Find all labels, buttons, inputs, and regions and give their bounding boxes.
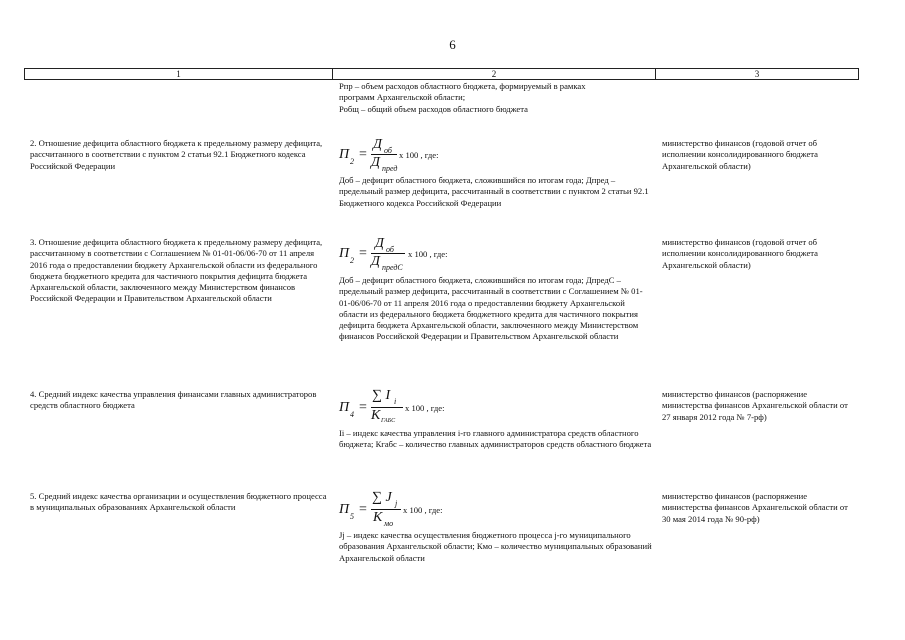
formula-lhs-sub: 4: [350, 410, 354, 419]
page-number: 6: [449, 37, 456, 52]
formula-lhs: П: [339, 147, 350, 162]
formula-numerator-sub: об: [386, 245, 394, 254]
formula-denominator-sub: пред: [382, 164, 398, 173]
explanation-4: Ii – индекс качества управления i-го главного администратора средств областного бюджета; Кгабс – количество главных администраторов средств областного бюджета: [339, 428, 652, 450]
formula-2: П 2 = Д об Д пред x 100 , где:: [339, 137, 439, 173]
formula-lhs-sub: 2: [350, 157, 354, 166]
intro-block: [339, 81, 654, 115]
formula-denominator: Д: [371, 155, 380, 170]
formula-numerator-sub: i: [394, 397, 397, 406]
formula-denominator: К: [373, 510, 383, 525]
formula-denominator-sub: ГАБС: [381, 418, 396, 424]
intro-line: Рпр – объем расходов областного бюджета, формируемый в рамках: [339, 81, 586, 91]
formula-denominator-sub: мо: [384, 519, 394, 528]
column-header-2: 2: [332, 68, 656, 80]
source-5: министерство финансов (распоряжение министерства финансов Архангельской области от 30 мая 2014 года № 90-рф): [662, 491, 848, 524]
formula-5: П 5 = ∑ J j К мо x 100 , где:: [339, 490, 443, 528]
explanation-5: Jj – индекс качества осуществления бюджетного процесса j-го муниципального образования Архангельской области; Кмо – количество муниципальных образований Архангельской области: [339, 530, 652, 563]
formula-4: П 4 = ∑ I i К ГАБС x 100 , где:: [339, 388, 445, 424]
formula-tail: x 100 , где:: [403, 505, 443, 515]
formula-numerator-sub: об: [384, 146, 392, 155]
formula-numerator: ∑ I: [372, 388, 391, 403]
column-header-3: 3: [655, 68, 859, 80]
formula-tail: x 100 , где:: [408, 249, 448, 259]
formula-lhs: П: [339, 502, 350, 517]
source-4: министерство финансов (распоряжение министерства финансов Архангельской области от 27 января 2012 года № 7-рф): [662, 389, 848, 422]
formula-denominator-sub: предС: [382, 263, 403, 272]
intro-line: Робщ – общий объем расходов областного бюджета: [339, 103, 528, 114]
intro-line: программ Архангельской области;: [339, 92, 466, 103]
formula-tail: x 100 , где:: [399, 150, 439, 160]
formula-numerator: Д: [373, 137, 382, 152]
formula-lhs-sub: 2: [350, 256, 354, 265]
formula-3: П 2 = Д об Д предС x 100 , где:: [339, 236, 448, 272]
explanation-3: Доб – дефицит областного бюджета, сложившийся по итогам года; ДпредС – предельный размер дефицита, рассчитанный в соответствии с Соглашением № 01-01-06/06-70 от 11 апреля 2016 года о предоставлении бюджету Архангельской области из федерального бюджета бюджетного кредита для частичного покрытия дефицита бюджета Архангельской области, заключенного между Министерством финансов Российской Федерации и Правительством Архангельской области: [339, 275, 643, 342]
formula-denominator: Д: [371, 254, 380, 269]
indicator-2: 2. Отношение дефицита областного бюджета к предельному размеру дефицита, рассчитанного в соответствии с пунктом 2 статьи 92.1 Бюджетного кодекса Российской Федерации: [30, 138, 323, 171]
formula-numerator: ∑ J: [372, 490, 392, 505]
formula-lhs: П: [339, 400, 350, 415]
indicator-3: 3. Отношение дефицита областного бюджета к предельному размеру дефицита, рассчитанному в соответствии с Соглашением № 01-01-06/06-70 от 11 апреля 2016 года о предоставлении бюджету Архангельской области из федерального бюджета бюджетного кредита для частичного покрытия дефицита бюджета Архангельской области, заключенного между Министерством финансов Российской Федерации и Правительством Архангельской области: [30, 237, 323, 304]
formula-tail: x 100 , где:: [405, 403, 445, 413]
formula-denominator: К: [371, 408, 381, 423]
formula-numerator-sub: j: [395, 499, 398, 508]
column-header-1: 1: [24, 68, 333, 80]
indicator-4: 4. Средний индекс качества управления финансами главных администраторов средств областного бюджета: [30, 389, 317, 411]
explanation-2: Доб – дефицит областного бюджета, сложившийся по итогам года; Дпред – предельный размер дефицита, рассчитанный в соответствии с пунктом 2 статьи 92.1 Бюджетного кодекса Российской Федерации: [339, 175, 649, 208]
source-2: министерство финансов (годовой отчет об исполнении консолидированного бюджета Архангельской области): [662, 138, 818, 171]
formula-lhs-sub: 5: [350, 512, 354, 521]
formula-numerator: Д: [375, 236, 384, 251]
formula-lhs: П: [339, 246, 350, 261]
indicator-5: 5. Средний индекс качества организации и осуществления бюджетного процесса в муниципальных образованиях Архангельской области: [30, 491, 327, 513]
source-3: министерство финансов (годовой отчет об исполнении консолидированного бюджета Архангельской области): [662, 237, 818, 270]
